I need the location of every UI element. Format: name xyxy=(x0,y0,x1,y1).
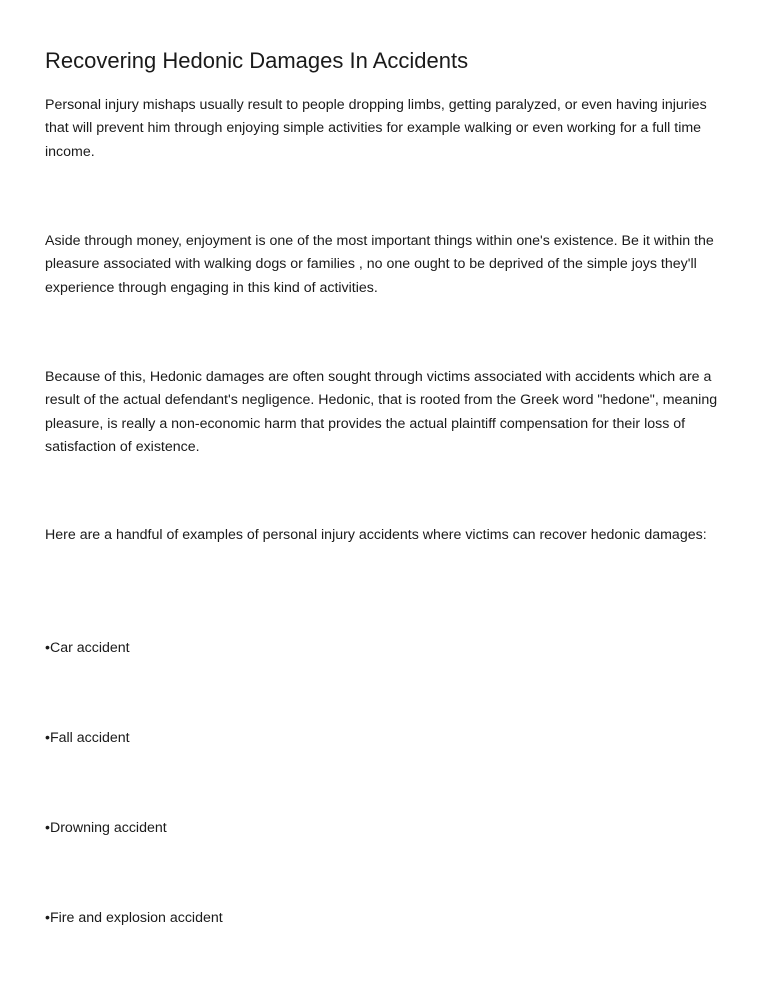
paragraph-hedonic-definition: Because of this, Hedonic damages are often sought through victims associated with accidents which are a result of the actual defendant's negligence. Hedonic, that is rooted from the Greek word "hedone", meaning pleasure, is really a non-economic harm that provides the actual plaintiff compensation for their loss of satisfaction of existence. xyxy=(45,369,718,455)
paragraph-examples-intro: Here are a handful of examples of personal injury accidents where victims can recover hedonic damages: xyxy=(45,527,707,543)
list-item-fall-accident: •Fall accident xyxy=(45,730,130,746)
list-item-car-accident: •Car accident xyxy=(45,640,130,656)
page-title: Recovering Hedonic Damages In Accidents xyxy=(45,48,469,73)
list-item-fire-explosion-accident: •Fire and explosion accident xyxy=(45,910,223,926)
paragraph-enjoyment: Aside through money, enjoyment is one of the most important things within one's existence. Be it within the pleasure associated with walking dogs or families , no one ought to be deprived of the simple joys they'll experience through engaging in this kind of activities. xyxy=(45,233,714,296)
paragraph-injury-mishaps: Personal injury mishaps usually result to people dropping limbs, getting paralyzed, or even having injuries that will prevent him through enjoying simple activities for example walking or even working for a full time income. xyxy=(45,97,707,160)
list-item-drowning-accident: •Drowning accident xyxy=(45,820,167,836)
